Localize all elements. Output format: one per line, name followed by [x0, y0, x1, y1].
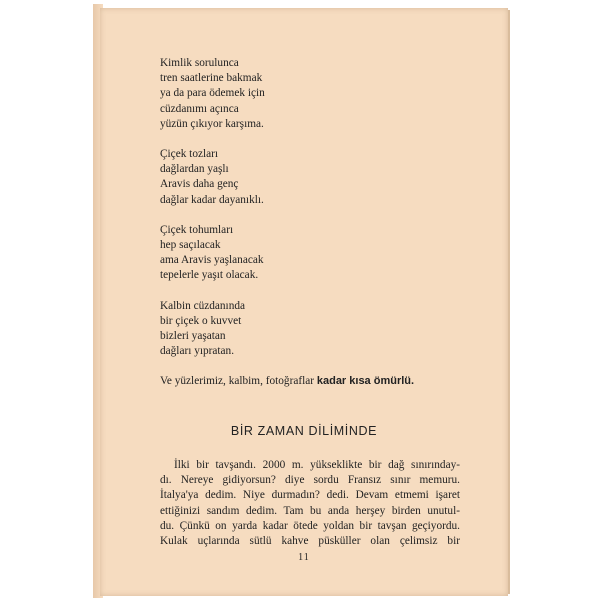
poem-line: yüzün çıkıyor karşıma.: [160, 117, 264, 130]
poem-line: dağlar kadar dayanıklı.: [160, 193, 264, 206]
poem-line: Kimlik sorulunca: [160, 57, 239, 69]
poem-line: Çiçek tohumları: [160, 223, 234, 236]
poem-line: tren saatlerine bakmak: [160, 72, 263, 85]
poem-line: dağlardan yaşlı: [160, 163, 229, 176]
poem-line: bizleri yaşatan: [160, 330, 226, 343]
prose-paragraph: [160, 458, 460, 549]
poem-line: tepelerle yaşıt olacak.: [160, 269, 259, 282]
prose-line: ettiğinizi sandım dedim. Tam bu anda herşey birden unutul-: [160, 504, 460, 517]
poem-line: ya da para ödemek için: [160, 87, 265, 100]
prose-line: Kulak uçlarında sütlü kahve püsküller olan çelimsiz bir: [160, 535, 460, 548]
page-number: 11: [298, 552, 310, 563]
poem-line: cüzdanımı açınca: [160, 102, 239, 115]
section-heading: BİR ZAMAN DİLİMİNDE: [230, 424, 378, 438]
poem-line: Kalbin cüzdanında: [160, 299, 246, 312]
closing-text: Ve yüzlerimiz, kalbim, fotoğraflar: [160, 375, 315, 388]
poem-line: dağları yıpratan.: [160, 345, 235, 358]
prose-line: İtalya'ya dedim. Niye durmadın? dedi. Devam etmemi işaret: [160, 489, 460, 502]
poem-line: Çiçek tozları: [160, 148, 219, 161]
stanza: [160, 147, 460, 208]
poem-line: hep saçılacak: [160, 239, 221, 252]
stanza: [160, 299, 460, 360]
closing-bold-text: kadar kısa ömürlü.: [316, 375, 415, 388]
stanza: [160, 223, 460, 284]
poem: [160, 56, 460, 390]
prose-line: dı. Nereye gidiyorsun? diye sordu Fransız sınır memuru.: [160, 474, 460, 487]
poem-line: Aravis daha genç: [160, 178, 239, 191]
prose-line: du. Çünkü on yarda kadar ötede yoldan bir tavşan geçiyordu.: [160, 519, 460, 532]
stanza: [160, 56, 460, 132]
book-page: [100, 8, 508, 596]
poem-closing-line: [160, 374, 460, 389]
prose-line: İlki bir tavşandı. 2000 m. yükseklikte bir dağ sınırınday-: [174, 459, 460, 471]
poem-line: bir çiçek o kuvvet: [160, 314, 242, 327]
poem-line: ama Aravis yaşlanacak: [160, 254, 264, 267]
